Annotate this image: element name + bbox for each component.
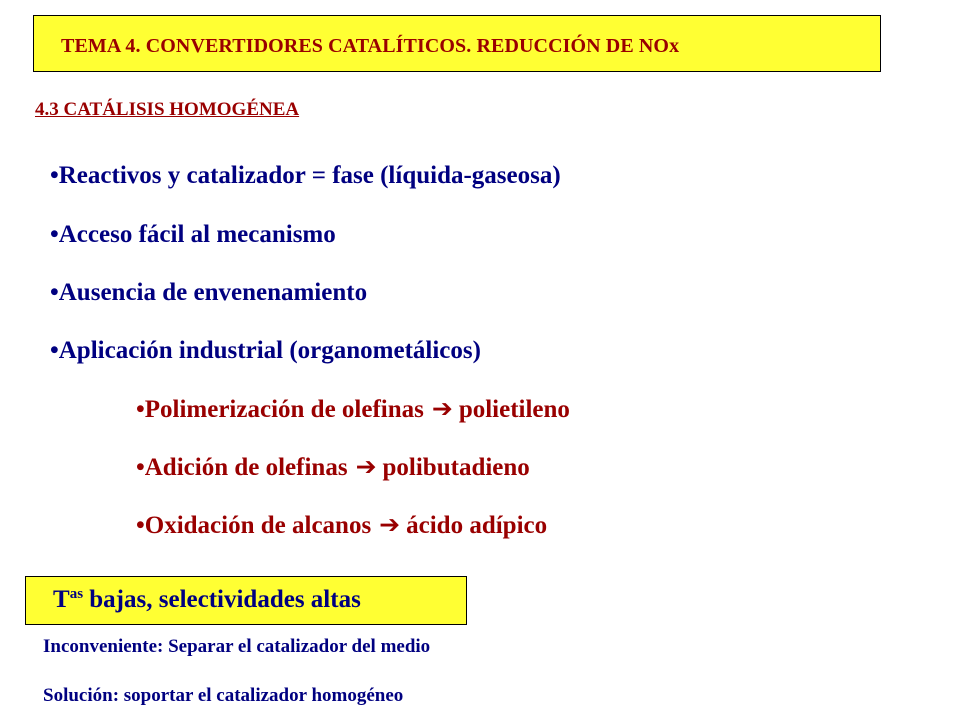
- sub-bullet-oxidacion: [136, 510, 547, 540]
- highlight-rest: bajas, selectividades altas: [83, 586, 361, 613]
- sub-bullet-polimerizacion-product: polietileno: [458, 396, 570, 423]
- note-solution: Solución: soportar el catalizador homogéneo: [43, 685, 404, 706]
- sub-bullet-adicion-product: polibutadieno: [382, 454, 530, 481]
- sub-bullet-oxidacion-label: •Oxidación de alcanos: [136, 512, 372, 539]
- sub-bullet-adicion-label: •Adición de olefinas: [136, 454, 348, 481]
- highlight-superscript: as: [69, 586, 84, 602]
- sub-bullet-oxidacion-product: ácido adípico: [406, 512, 548, 539]
- highlight-box: [25, 576, 467, 625]
- title-box: [33, 15, 881, 72]
- arrow-icon: ➔: [431, 394, 453, 423]
- bullet-ausencia: •Ausencia de envenenamiento: [50, 279, 368, 306]
- sub-bullet-polimerizacion: [136, 394, 570, 424]
- bullet-reactivos: •Reactivos y catalizador = fase (líquida-gaseosa): [50, 162, 561, 189]
- section-heading: 4.3 CATÁLISIS HOMOGÉNEA: [35, 99, 300, 120]
- highlight-prefix: T: [53, 586, 70, 613]
- arrow-icon: ➔: [379, 510, 401, 539]
- sub-bullet-adicion: [136, 452, 530, 482]
- arrow-icon: ➔: [355, 452, 377, 481]
- highlight-text: [53, 586, 361, 614]
- sub-bullet-polimerizacion-label: •Polimerización de olefinas: [136, 396, 424, 423]
- note-drawback: Inconveniente: Separar el catalizador del medio: [43, 636, 431, 657]
- bullet-acceso: •Acceso fácil al mecanismo: [50, 221, 336, 248]
- bullet-aplicacion: •Aplicación industrial (organometálicos): [50, 337, 481, 364]
- slide-title: TEMA 4. CONVERTIDORES CATALÍTICOS. REDUCCIÓN DE NOx: [61, 35, 680, 57]
